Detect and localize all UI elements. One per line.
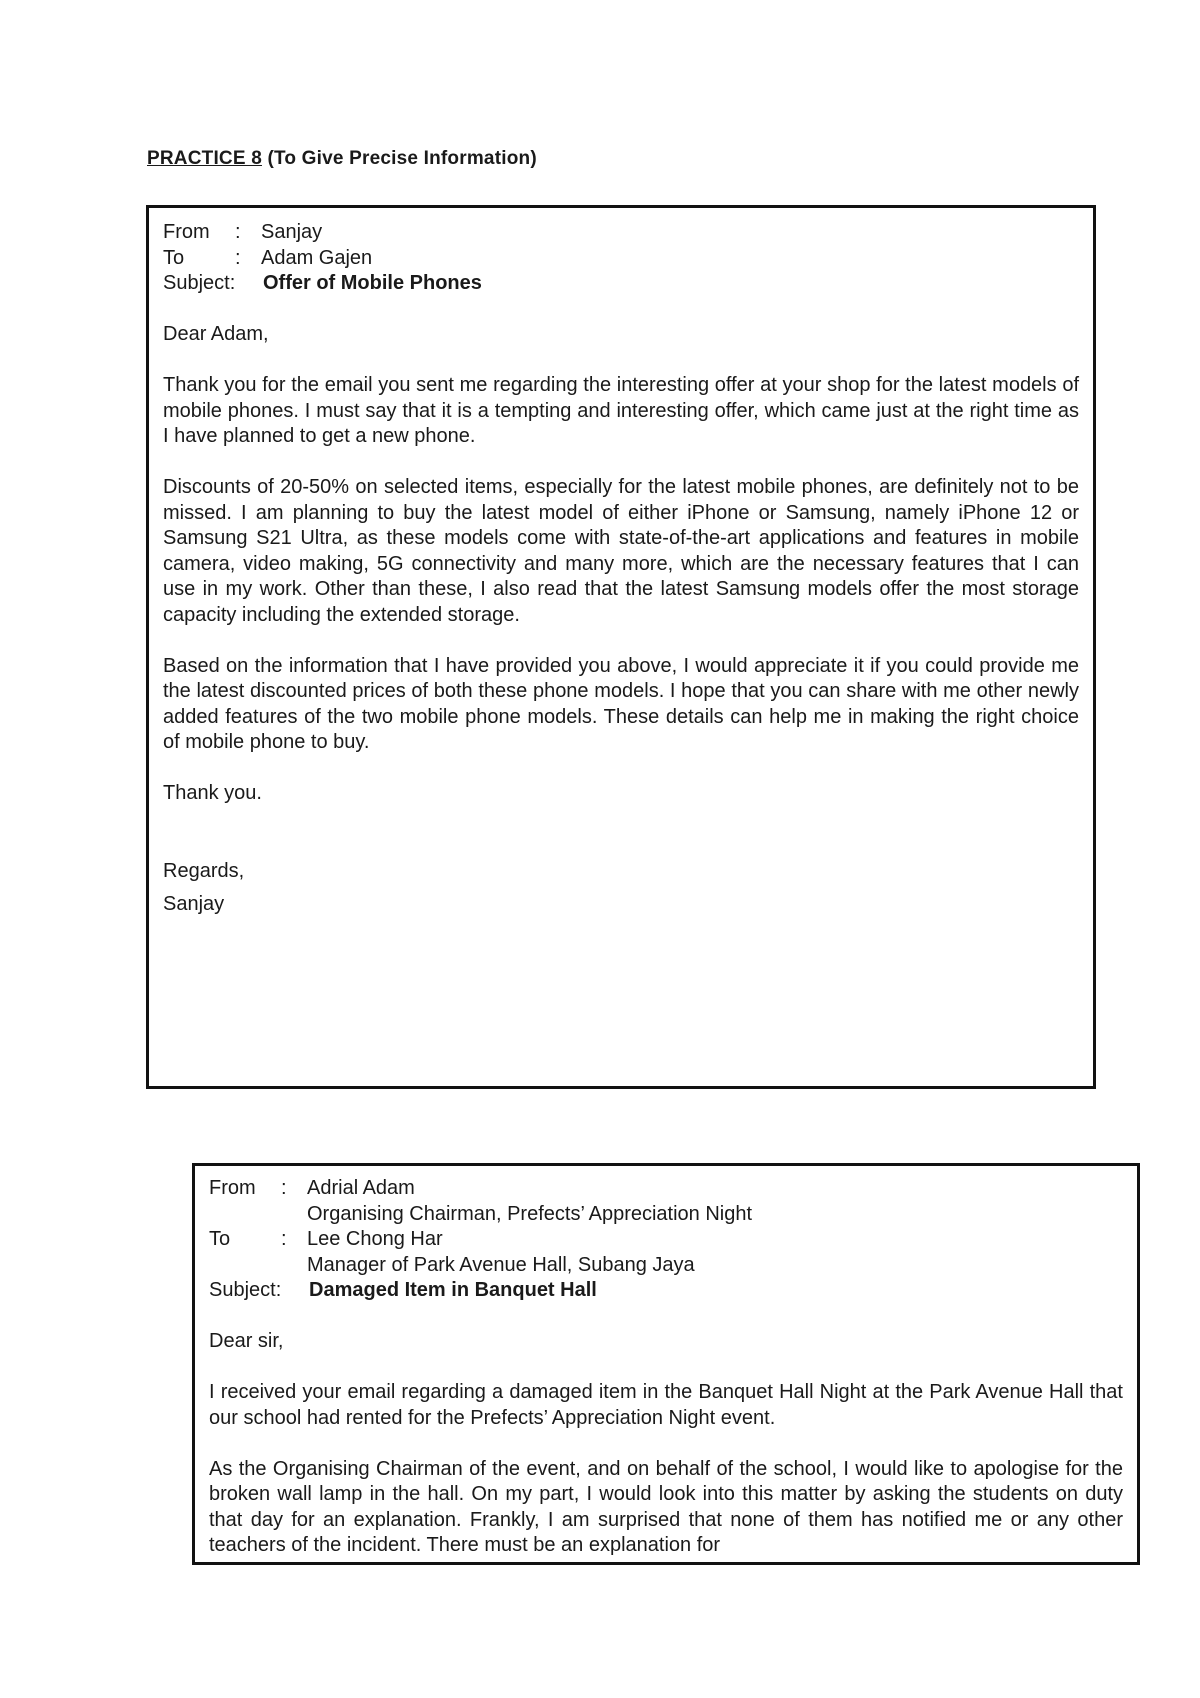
- body-paragraph-3: Based on the information that I have provided you above, I would appreciate it if you could provide me the latest discounted prices of both these phone models. I hope that you can share with me other newly added features of the two mobile phone models. These details can help me in making the right choice of mobile phone to buy.: [163, 654, 1079, 753]
- body-paragraph-1: I received your email regarding a damaged item in the Banquet Hall Night at the Park Avenue Hall that our school had rented for the Prefects’ Appreciation Night event.: [209, 1381, 1123, 1429]
- greeting: Dear sir,: [209, 1330, 284, 1352]
- from-value: Sanjay: [261, 221, 323, 243]
- from-label: From: [209, 1177, 256, 1199]
- heading-label: PRACTICE 8: [147, 148, 262, 169]
- to-title: Manager of Park Avenue Hall, Subang Jaya: [307, 1253, 695, 1276]
- from-row: [209, 1176, 1123, 1202]
- from-colon: :: [281, 1177, 287, 1199]
- signature: Sanjay: [163, 893, 225, 915]
- to-value: Adam Gajen: [261, 246, 373, 269]
- from-title: Organising Chairman, Prefects’ Appreciation Night: [307, 1202, 753, 1225]
- to-row: [209, 1227, 1123, 1253]
- to-colon: :: [281, 1228, 287, 1250]
- page-heading: [147, 148, 537, 170]
- subject-label: Subject:: [209, 1279, 282, 1301]
- from-label: From: [163, 221, 210, 243]
- body-paragraph-1: Thank you for the email you sent me regarding the interesting offer at your shop for the latest models of mobile phones. I must say that it is a tempting and interesting offer, which came just at the right time as I have planned to get a new phone.: [163, 374, 1079, 447]
- email-letter-offer: [146, 205, 1096, 1089]
- closing-line: Regards,: [163, 859, 245, 882]
- heading-detail: (To Give Precise Information): [267, 148, 537, 169]
- subject-row: [163, 271, 1079, 297]
- to-colon: :: [235, 246, 241, 269]
- greeting: Dear Adam,: [163, 323, 269, 345]
- from-colon: :: [235, 221, 241, 243]
- to-label: To: [209, 1228, 231, 1250]
- to-label: To: [163, 246, 185, 269]
- from-value: Adrial Adam: [307, 1177, 415, 1199]
- subject-value: Damaged Item in Banquet Hall: [309, 1279, 597, 1301]
- subject-row: [209, 1278, 1123, 1304]
- to-value: Lee Chong Har: [307, 1228, 443, 1250]
- from-row: [163, 220, 1079, 246]
- to-row: [163, 246, 1079, 272]
- thanks-line: Thank you.: [163, 782, 262, 804]
- email-letter-damaged-item: [192, 1163, 1140, 1565]
- subject-value: Offer of Mobile Phones: [263, 272, 482, 294]
- subject-label: Subject:: [163, 272, 236, 294]
- body-paragraph-2: Discounts of 20-50% on selected items, especially for the latest mobile phones, are definitely not to be missed. I am planning to buy the latest model of either iPhone or Samsung, namely iPhone 12 or Samsung S21 Ultra, as these models come with state-of-the-art applications and features in mobile camera, video making, 5G connectivity and many more, which are the necessary features that I can use in my work. Other than these, I also read that the latest Samsung models offer the most storage capacity including the extended storage.: [163, 476, 1079, 626]
- body-paragraph-2: As the Organising Chairman of the event, and on behalf of the school, I would like to apologise for the broken wall lamp in the hall. On my part, I would look into this matter by asking the students on duty that day for an explanation. Frankly, I am surprised that none of them has notified me or any other teachers of the incident. There must be an explanation for: [209, 1457, 1123, 1556]
